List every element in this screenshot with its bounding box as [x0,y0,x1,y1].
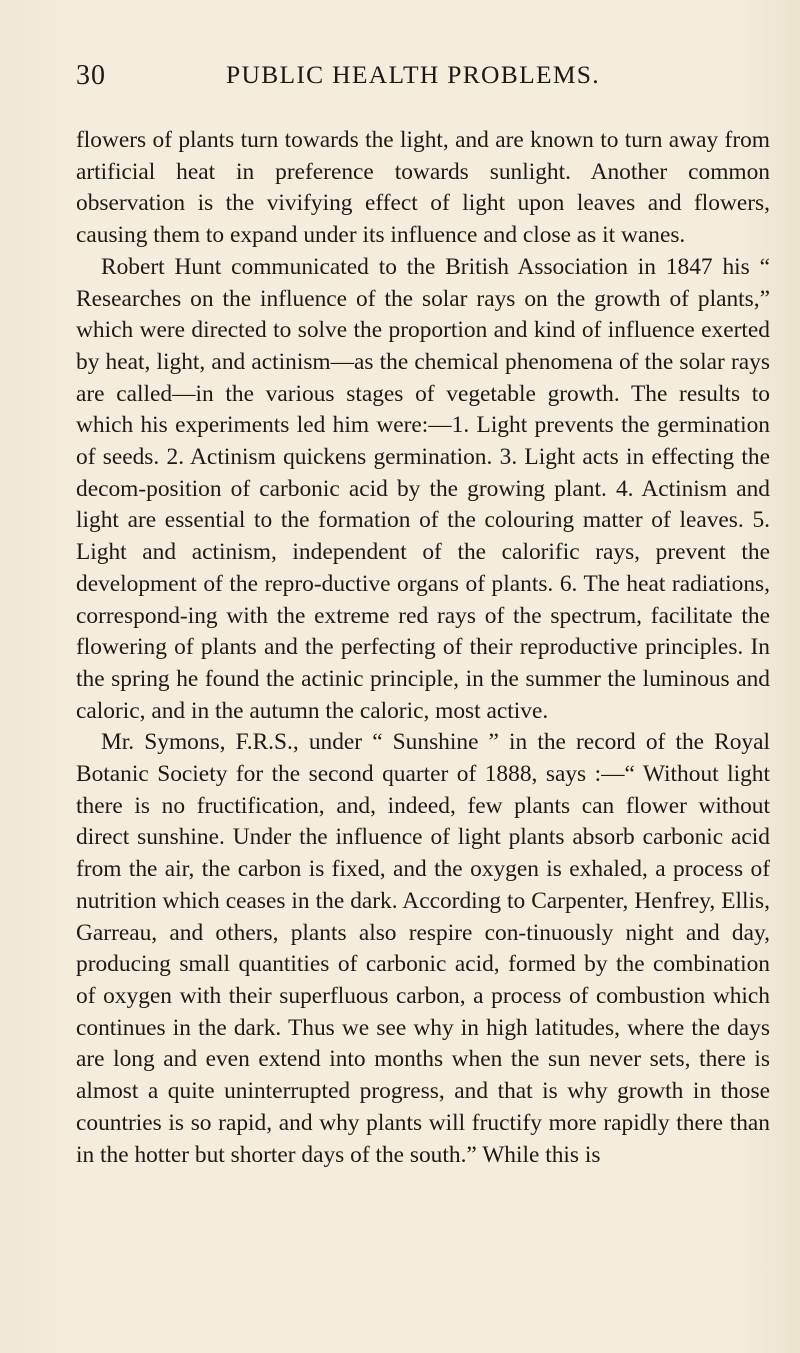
page-number: 30 [76,60,106,91]
running-title: PUBLIC HEALTH PROBLEMS. [226,60,600,89]
paragraph-mr-symons: Mr. Symons, F.R.S., under “ Sunshine ” in the record of the Royal Botanic Society for the second quarter of 1888, says :—“ Without light there is no fructification, and, indeed, few plants can flower without direct sunshine. Under the influence of light plants absorb carbonic acid from the air, the carbon is fixed, and the oxygen is exhaled, a process of nutrition which ceases in the dark. According to Carpenter, Henfrey, Ellis, Garreau, and others, plants also respire con-tinuously night and day, producing small quantities of carbonic acid, formed by the combination of oxygen with their superfluous carbon, a process of combustion which continues in the dark. Thus we see why in high latitudes, where the days are long and even extend into months when the sun never sets, there is almost a quite uninterrupted progress, and that is why growth in those countries is so rapid, and why plants will fructify more rapidly there than in the hotter but shorter days of the south.” While this is [76,729,770,1168]
paragraph-robert-hunt: Robert Hunt communicated to the British Association in 1847 his “ Researches on the influence of the solar rays on the growth of plants,” which were directed to solve the proportion and kind of influence exerted by heat, light, and actinism—as the chemical phenomena of the solar rays are called—in the various stages of vegetable growth. The results to which his experiments led him were:—1. Light prevents the germination of seeds. 2. Actinism quickens germination. 3. Light acts in effecting the decom-position of carbonic acid by the growing plant. 4. Actinism and light are essential to the formation of the colouring matter of leaves. 5. Light and actinism, independent of the calorific rays, prevent the development of the repro-ductive organs of plants. 6. The heat radiations, correspond-ing with the extreme red rays of the spectrum, facilitate the flowering of plants and the perfecting of their reproductive principles. In the spring he found the actinic principle, in the summer the luminous and caloric, and in the autumn the caloric, most active. [76,253,770,724]
page-header [76,60,716,94]
paragraph-continuation: flowers of plants turn towards the light, and are known to turn away from artificial heat in preference towards sunlight. Another common observation is the vivifying effect of light upon leaves and flowers, causing them to expand under its influence and close as it wanes. [76,127,770,249]
body-text [76,125,770,1171]
